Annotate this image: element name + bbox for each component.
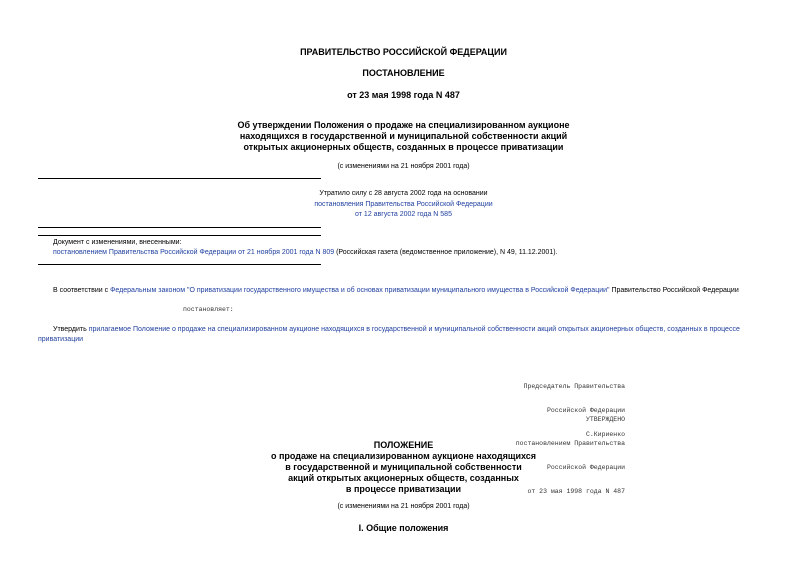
signature-title: Председатель Правительства (523, 383, 625, 390)
federal-law-link[interactable]: Федеральным законом "О приватизации государственного имущества и об основах приватизации муниципального имущества в Российской Федерации" (110, 287, 610, 294)
divider (38, 178, 321, 179)
lost-force-link[interactable]: постановления Правительства Российской Федерации (314, 201, 493, 208)
amendment-link[interactable]: постановлением Правительства Российской Федерации от 21 ноября 2001 года N 809 (53, 249, 335, 256)
regulation-line: о продаже на специализированном аукционе находящихся (270, 451, 537, 461)
lost-force-text: Утратило силу с 28 августа 2002 года на основании (319, 190, 488, 197)
government-name: ПРАВИТЕЛЬСТВО РОССИЙСКОЙ ФЕДЕРАЦИИ (300, 47, 507, 57)
amendments-line (53, 248, 558, 258)
title-line: находящихся в государственной и муниципальной собственности акций (239, 131, 568, 141)
regulation-line: в процессе приватизации (345, 484, 462, 494)
divider (38, 235, 321, 236)
signature-name: С.Кириенко (585, 431, 625, 438)
preamble-prefix: В соответствии с (53, 287, 111, 294)
divider (38, 227, 321, 228)
regulation-link-continued[interactable]: приватизации (38, 336, 84, 343)
divider (38, 264, 321, 265)
title-line: открытых акционерных обществ, созданных в процессе приватизации (243, 142, 564, 152)
approve-prefix: Утвердить (53, 326, 89, 333)
approved-by: постановлением Правительства (515, 440, 625, 447)
regulation-line: в государственной и муниципальной собственности (285, 462, 522, 472)
signature-country: Российской Федерации (546, 407, 625, 414)
section-heading: I. Общие положения (358, 523, 449, 533)
regulation-title: ПОЛОЖЕНИЕ (373, 440, 434, 450)
regulation-link[interactable]: прилагаемое Положение о продаже на специализированном аукционе находящихся в государственной и муниципальной собственности акций открытых акционерных обществ, созданных в процессе (88, 326, 740, 333)
preamble (53, 286, 739, 296)
title-line: Об утверждении Положения о продаже на специализированном аукционе (237, 120, 570, 130)
amendments-label: Документ с изменениями, внесенными: (53, 239, 182, 246)
decrees-word: постановляет: (183, 306, 234, 313)
document-title (0, 120, 807, 153)
regulation-changes-note: (с изменениями на 21 ноября 2001 года) (337, 503, 470, 510)
preamble-suffix: Правительство Российской Федерации (609, 287, 739, 294)
regulation-line: акций открытых акционерных обществ, созданных (288, 473, 519, 483)
approve-paragraph-line1 (53, 325, 773, 335)
amendment-source: (Российская газета (ведомственное приложение), N 49, 11.12.2001). (334, 249, 558, 256)
lost-force-link[interactable]: от 12 августа 2002 года N 585 (355, 211, 452, 218)
approved-country: Российской Федерации (546, 464, 625, 471)
document-type: ПОСТАНОВЛЕНИЕ (362, 68, 445, 78)
regulation-subtitle (0, 451, 807, 495)
approved-date: от 23 мая 1998 года N 487 (527, 488, 625, 495)
approved-label: УТВЕРЖДЕНО (585, 416, 625, 423)
document-date-number: от 23 мая 1998 года N 487 (347, 90, 460, 100)
changes-note: (с изменениями на 21 ноября 2001 года) (337, 163, 470, 170)
